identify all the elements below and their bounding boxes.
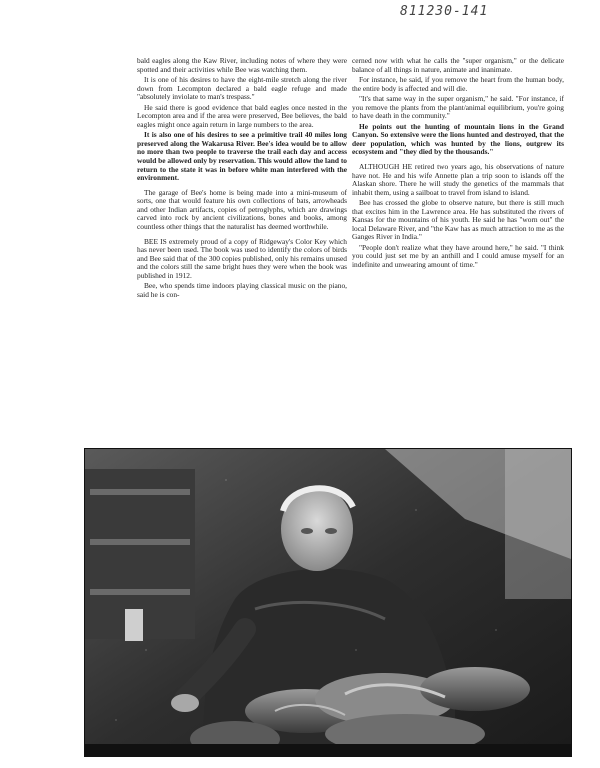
paragraph: Bee has crossed the globe to observe nature, but there is still much that excites him in the Lawrence area. He has substituted the rivers of Kansas for the mountains of his youth. He said he has "worn out" the local Delaware River, and "the Kaw has as much attraction to me as the Ganges River in India." [352, 198, 564, 242]
archive-id-note: 811230-141 [400, 4, 489, 19]
article-photo [84, 448, 572, 757]
photo-illustration [85, 449, 571, 756]
paragraph: He points out the hunting of mountain lions in the Grand Canyon. So extensive were the lions hunted and destroyed, that the deer population, which was hunted by the lions, outgrew its ecosystem and "they died by the thousands." [352, 121, 564, 157]
paragraph: "People don't realize what they have around here," he said. "I think you could just set me by an anthill and I could amuse myself for an indefinite and unwearing amount of time." [352, 242, 564, 270]
paragraph: Bee, who spends time indoors playing classical music on the piano, said he is con- [137, 281, 347, 300]
paragraph: It is one of his desires to have the eight-mile stretch along the river down from Lecompton declared a bald eagle refuge and made "absolutely inviolate to man's trespass." [137, 74, 347, 102]
article-column-right [352, 57, 564, 271]
paragraph: BEE IS extremely proud of a copy of Ridgeway's Color Key which has never been used. The book was used to identify the colors of birds and Bee said that of the 300 copies published, only his remains unused and the colors still the same bright hues they were when the book was published in 1912. [137, 236, 347, 281]
paragraph: It is also one of his desires to see a primitive trail 40 miles long preserved along the Wakarusa River. Bee's idea would be to allow no more than two people to traverse the trail each day and access would be allowed only by reservation. This would allow the land to return to the state it was in before white man interfered with the environment. [137, 130, 347, 183]
article-column-left [137, 57, 347, 301]
paragraph: For instance, he said, if you remove the heart from the human body, the entire body is affected and will die. [352, 74, 564, 93]
paragraph: He said there is good evidence that bald eagles once nested in the Lecompton area and if the area were preserved, Bee believes, the bald eagles might once again return in large numbers to the area. [137, 102, 347, 129]
paragraph: ALTHOUGH HE retired two years ago, his observations of nature have not. He and his wife Annette plan a trip soon to islands off the Alaskan shore. There he will study the genetics of the mammals that inhabit them, using a sailboat to travel from island to island. [352, 161, 564, 197]
paragraph: cerned now with what he calls the "super organism," or the delicate balance of all things in nature, animate and inanimate. [352, 56, 564, 74]
paragraph: The garage of Bee's home is being made into a mini-museum of sorts, one that would feature his own collections of bats, arrowheads and other Indian artifacts, copies of petroglyphs, which are drawings carved into rock by ancient civilizations, bones and books, among countless other things that the naturalist has deemed worthwhile. [137, 187, 347, 232]
paragraph: "It's that same way in the super organism," he said. "For instance, if you remove the plants from the plant/animal equilibrium, you're going to have death in the community." [352, 93, 564, 121]
paragraph: bald eagles along the Kaw River, including notes of where they were spotted and their activities while Bee was watching them. [137, 56, 347, 74]
